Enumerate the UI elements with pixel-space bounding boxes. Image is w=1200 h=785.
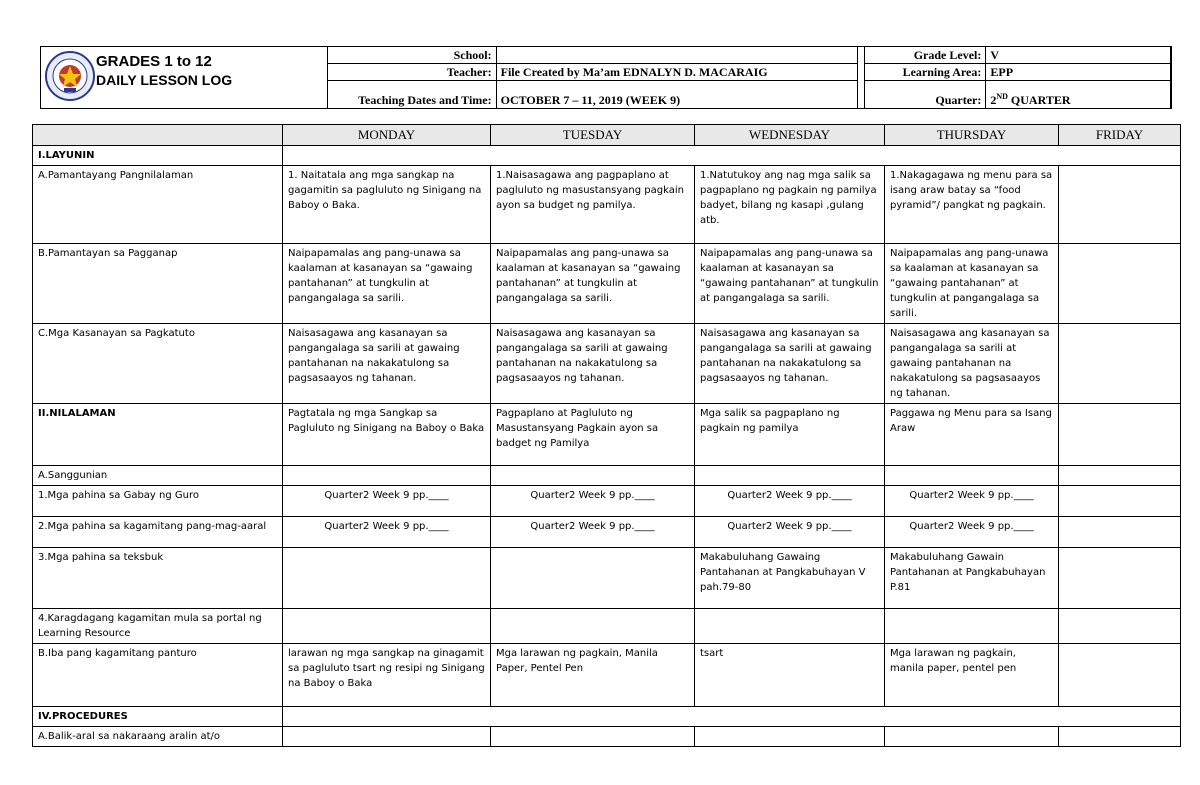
day-thursday: THURSDAY — [885, 125, 1059, 146]
quarter-value: 2ND QUARTER — [986, 81, 1171, 109]
table-cell: Pagtatala ng mga Sangkap sa Pagluluto ng Sinigang na Baboy o Baka — [283, 404, 491, 466]
teaching-dates-label: Teaching Dates and Time: — [328, 81, 497, 109]
table-cell: Mga salik sa pagpaplano ng pagkain ng pamilya — [695, 404, 885, 466]
row-label: 2.Mga pahina sa kagamitang pang-mag-aaral — [33, 517, 283, 548]
table-cell — [1059, 466, 1181, 486]
table-row — [33, 517, 1181, 548]
quarter-label: Quarter: — [864, 81, 986, 109]
day-monday: MONDAY — [283, 125, 491, 146]
table-cell — [283, 727, 491, 747]
day-friday: FRIDAY — [1059, 125, 1181, 146]
merged-cell — [283, 146, 1181, 166]
row-label: A.Sanggunian — [33, 466, 283, 486]
table-cell — [1059, 727, 1181, 747]
table-cell: Quarter2 Week 9 pp.____ — [283, 486, 491, 517]
table-cell — [1059, 517, 1181, 548]
table-cell — [1059, 548, 1181, 609]
table-row — [33, 644, 1181, 707]
school-value — [496, 47, 857, 64]
table-cell — [1059, 644, 1181, 707]
teacher-label: Teacher: — [328, 64, 497, 81]
table-row — [33, 548, 1181, 609]
table-cell — [283, 548, 491, 609]
table-cell — [1059, 244, 1181, 324]
table-cell: Quarter2 Week 9 pp.____ — [695, 517, 885, 548]
teaching-dates-value: OCTOBER 7 – 11, 2019 (WEEK 9) — [496, 81, 857, 109]
merged-cell — [283, 707, 1181, 727]
table-row — [33, 244, 1181, 324]
table-row — [33, 404, 1181, 466]
table-cell: Quarter2 Week 9 pp.____ — [283, 517, 491, 548]
table-cell: Mga larawan ng pagkain, manila paper, pentel pen — [885, 644, 1059, 707]
table-cell: Makabuluhang Gawain Pantahanan at Pangkabuhayan P.81 — [885, 548, 1059, 609]
row-label: 3.Mga pahina sa teksbuk — [33, 548, 283, 609]
table-cell: Pagpaplano at Pagluluto ng Masustansyang Pagkain ayon sa badget ng Pamilya — [491, 404, 695, 466]
table-row — [33, 146, 1181, 166]
table-row — [33, 466, 1181, 486]
table-cell — [491, 548, 695, 609]
table-cell: 1.Natutukoy ang nag mga salik sa pagpaplano ng pagkain ng pamilya badyet, bilang ng kasapi ,gulang atb. — [695, 166, 885, 244]
table-cell: Naisasagawa ang kasanayan sa pangangalaga sa sarili at gawaing pantahanan na nakakatulong sa pagsasaayos ng tahanan. — [885, 324, 1059, 404]
table-cell — [1059, 166, 1181, 244]
table-cell: 1. Naitatala ang mga sangkap na gagamitin sa pagluluto ng Sinigang na Baboy o Baka. — [283, 166, 491, 244]
day-tuesday: TUESDAY — [491, 125, 695, 146]
table-row — [33, 166, 1181, 244]
row-label: IV.PROCEDURES — [33, 707, 283, 727]
table-cell: Naisasagawa ang kasanayan sa pangangalaga sa sarili at gawaing pantahanan na nakakatulong sa pagsasaayos ng tahanan. — [491, 324, 695, 404]
table-cell: tsart — [695, 644, 885, 707]
learning-area-value: EPP — [986, 64, 1171, 81]
table-cell: Naipapamalas ang pang-unawa sa kaalaman at kasanayan sa “gawaing pantahanan” at tungkulin at pangangalaga sa sarili. — [491, 244, 695, 324]
table-cell: Quarter2 Week 9 pp.____ — [491, 517, 695, 548]
deped-seal-icon — [44, 50, 96, 102]
lesson-log-table — [32, 124, 1181, 747]
table-cell: Makabuluhang Gawaing Pantahanan at Pangkabuhayan V pah.79-80 — [695, 548, 885, 609]
learning-area-label: Learning Area: — [864, 64, 986, 81]
table-cell — [1059, 324, 1181, 404]
table-cell: Naipapamalas ang pang-unawa sa kaalaman at kasanayan sa “gawaing pantahanan” at tungkulin at pangangalaga sa sarili. — [695, 244, 885, 324]
title-line1: GRADES 1 to 12 — [96, 53, 212, 70]
table-cell — [695, 727, 885, 747]
table-cell — [885, 609, 1059, 644]
header-info-table — [327, 46, 1171, 109]
row-label: A.Balik-aral sa nakaraang aralin at/o — [33, 727, 283, 747]
row-label: C.Mga Kasanayan sa Pagkatuto — [33, 324, 283, 404]
table-cell: larawan ng mga sangkap na ginagamit sa pagluluto tsart ng resipi ng Sinigang na Baboy o Baka — [283, 644, 491, 707]
table-cell — [885, 466, 1059, 486]
table-cell — [283, 609, 491, 644]
table-cell: Quarter2 Week 9 pp.____ — [491, 486, 695, 517]
table-cell — [491, 609, 695, 644]
table-cell: Quarter2 Week 9 pp.____ — [885, 486, 1059, 517]
table-cell: Naipapamalas ang pang-unawa sa kaalaman at kasanayan sa “gawaing pantahanan” at tungkulin at pangangalaga sa sarili. — [283, 244, 491, 324]
table-cell — [491, 727, 695, 747]
table-cell — [283, 466, 491, 486]
row-label: 4.Karagdagang kagamitan mula sa portal ng Learning Resource — [33, 609, 283, 644]
table-row — [33, 609, 1181, 644]
table-cell — [1059, 404, 1181, 466]
row-label: 1.Mga pahina sa Gabay ng Guro — [33, 486, 283, 517]
table-cell: 1.Naisasagawa ang pagpaplano at pagluluto ng masustansyang pagkain ayon sa budget ng pamilya. — [491, 166, 695, 244]
title-line2: DAILY LESSON LOG — [96, 72, 233, 88]
teacher-value: File Created by Ma’am EDNALYN D. MACARAIG — [496, 64, 857, 81]
row-label: B.Iba pang kagamitang panturo — [33, 644, 283, 707]
table-row — [33, 727, 1181, 747]
table-cell — [1059, 609, 1181, 644]
table-cell: 1.Nakagagawa ng menu para sa isang araw batay sa “food pyramid”/ pangkat ng pagkain. — [885, 166, 1059, 244]
table-cell: Quarter2 Week 9 pp.____ — [695, 486, 885, 517]
table-cell — [695, 466, 885, 486]
page-title — [96, 53, 232, 89]
table-row — [33, 707, 1181, 727]
table-cell: Naisasagawa ang kasanayan sa pangangalaga sa sarili at gawaing pantahanan na nakakatulong sa pagsasaayos ng tahanan. — [283, 324, 491, 404]
row-label: B.Pamantayan sa Pagganap — [33, 244, 283, 324]
table-cell — [1059, 486, 1181, 517]
header-block — [40, 46, 1172, 109]
table-cell: Naisasagawa ang kasanayan sa pangangalaga sa sarili at gawaing pantahanan na nakakatulong sa pagsasaayos ng tahanan. — [695, 324, 885, 404]
table-row — [33, 486, 1181, 517]
day-header-row — [33, 125, 1181, 146]
table-row — [33, 324, 1181, 404]
school-label: School: — [328, 47, 497, 64]
table-cell: Paggawa ng Menu para sa Isang Araw — [885, 404, 1059, 466]
table-cell: Naipapamalas ang pang-unawa sa kaalaman at kasanayan sa “gawaing pantahanan” at tungkulin at pangangalaga sa sarili. — [885, 244, 1059, 324]
table-cell — [885, 727, 1059, 747]
table-cell — [695, 609, 885, 644]
table-cell — [491, 466, 695, 486]
table-cell: Quarter2 Week 9 pp.____ — [885, 517, 1059, 548]
row-label: A.Pamantayang Pangnilalaman — [33, 166, 283, 244]
table-cell: Mga larawan ng pagkain, Manila Paper, Pentel Pen — [491, 644, 695, 707]
day-wednesday: WEDNESDAY — [695, 125, 885, 146]
row-label: I.LAYUNIN — [33, 146, 283, 166]
row-label: II.NILALAMAN — [33, 404, 283, 466]
grade-level-label: Grade Level: — [864, 47, 986, 64]
grade-level-value: V — [986, 47, 1171, 64]
